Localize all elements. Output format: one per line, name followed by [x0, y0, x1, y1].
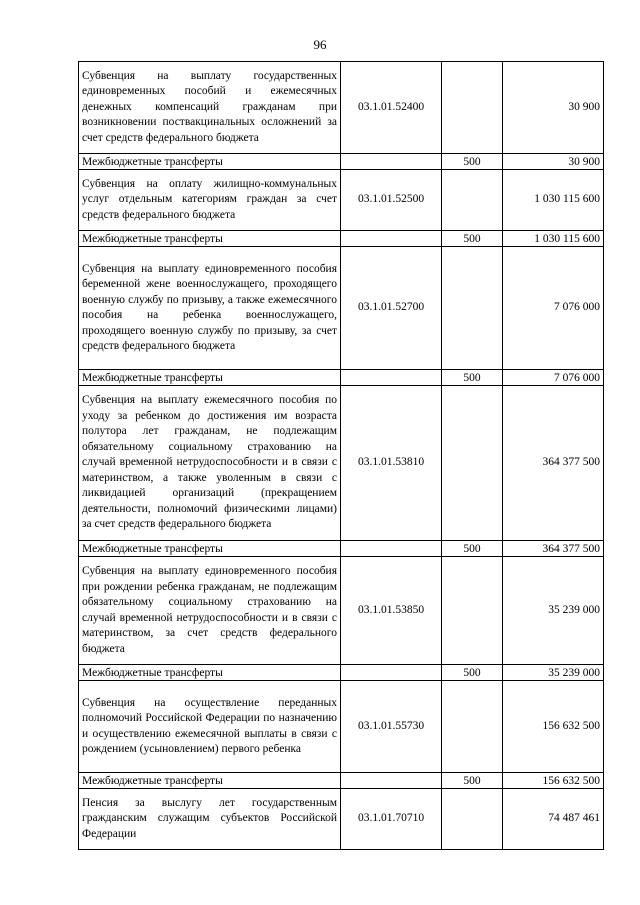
row-expense-type-cell	[442, 62, 503, 154]
row-amount-cell: 30 900	[503, 154, 604, 170]
budget-table-body	[79, 62, 604, 850]
transfer-row	[79, 231, 604, 247]
row-expense-type-cell	[442, 170, 503, 231]
row-name-cell: Субвенция на осуществление переданных полномочий Российской Федерации по назначению и осуществлению ежемесячной выплаты в связи с рождением (усыновлением) первого ребенка	[79, 681, 341, 773]
subvention-row	[79, 789, 604, 850]
row-expense-type-cell: 500	[442, 541, 503, 557]
row-expense-type-cell	[442, 386, 503, 541]
subvention-row	[79, 62, 604, 154]
transfer-row	[79, 541, 604, 557]
subvention-row	[79, 170, 604, 231]
row-code-cell	[341, 370, 442, 386]
row-name-cell: Межбюджетные трансферты	[79, 370, 341, 386]
row-name-cell: Межбюджетные трансферты	[79, 541, 341, 557]
subvention-row	[79, 557, 604, 665]
transfer-row	[79, 370, 604, 386]
row-expense-type-cell	[442, 789, 503, 850]
row-name-cell: Межбюджетные трансферты	[79, 231, 341, 247]
row-amount-cell: 1 030 115 600	[503, 170, 604, 231]
row-expense-type-cell: 500	[442, 154, 503, 170]
row-code-cell	[341, 665, 442, 681]
row-name-cell: Субвенция на выплату единовременного пособия беременной жене военнослужащего, проходящего военную службу по призыву, а также ежемесячного пособия на ребенка военнослужащего, проходящего военную службу по призыву, за счет средств федерального бюджета	[79, 247, 341, 370]
row-code-cell: 03.1.01.52700	[341, 247, 442, 370]
row-code-cell: 03.1.01.53810	[341, 386, 442, 541]
row-expense-type-cell: 500	[442, 370, 503, 386]
row-amount-cell: 364 377 500	[503, 386, 604, 541]
row-amount-cell: 364 377 500	[503, 541, 604, 557]
row-amount-cell: 35 239 000	[503, 557, 604, 665]
row-expense-type-cell	[442, 247, 503, 370]
transfer-row	[79, 665, 604, 681]
row-code-cell: 03.1.01.52500	[341, 170, 442, 231]
row-code-cell	[341, 773, 442, 789]
row-amount-cell: 1 030 115 600	[503, 231, 604, 247]
row-amount-cell: 35 239 000	[503, 665, 604, 681]
row-expense-type-cell: 500	[442, 231, 503, 247]
row-name-cell: Субвенция на выплату единовременного пособия при рождении ребенка гражданам, не подлежащим обязательному социальному страхованию на случай временной нетрудоспособности и в связи с материнством, за счет средств федерального бюджета	[79, 557, 341, 665]
subvention-row	[79, 386, 604, 541]
row-amount-cell: 156 632 500	[503, 681, 604, 773]
row-name-cell: Субвенция на оплату жилищно-коммунальных услуг отдельным категориям граждан за счет средств федерального бюджета	[79, 170, 341, 231]
row-amount-cell: 74 487 461	[503, 789, 604, 850]
row-name-cell: Пенсия за выслугу лет государственным гражданским служащим субъектов Российской Федерации	[79, 789, 341, 850]
row-code-cell: 03.1.01.52400	[341, 62, 442, 154]
row-name-cell: Межбюджетные трансферты	[79, 154, 341, 170]
row-code-cell	[341, 541, 442, 557]
row-amount-cell: 7 076 000	[503, 247, 604, 370]
row-name-cell: Межбюджетные трансферты	[79, 665, 341, 681]
row-expense-type-cell	[442, 557, 503, 665]
row-name-cell: Субвенция на выплату ежемесячного пособия по уходу за ребенком до достижения им возраста полутора лет гражданам, не подлежащим обязательному социальному страхованию на случай временной нетрудоспособности и в связи с материнством, а также уволенным в связи с ликвидацией организаций (прекращением деятельности, полномочий физическими лицами) за счет средств федерального бюджета	[79, 386, 341, 541]
row-code-cell: 03.1.01.53850	[341, 557, 442, 665]
row-expense-type-cell	[442, 681, 503, 773]
subvention-row	[79, 247, 604, 370]
page-number: 96	[313, 37, 327, 52]
row-code-cell: 03.1.01.55730	[341, 681, 442, 773]
row-amount-cell: 156 632 500	[503, 773, 604, 789]
row-expense-type-cell: 500	[442, 665, 503, 681]
row-code-cell: 03.1.01.70710	[341, 789, 442, 850]
row-amount-cell: 30 900	[503, 62, 604, 154]
subvention-row	[79, 681, 604, 773]
transfer-row	[79, 154, 604, 170]
row-name-cell: Межбюджетные трансферты	[79, 773, 341, 789]
transfer-row	[79, 773, 604, 789]
row-amount-cell: 7 076 000	[503, 370, 604, 386]
row-code-cell	[341, 154, 442, 170]
row-code-cell	[341, 231, 442, 247]
budget-table	[78, 61, 604, 850]
row-expense-type-cell: 500	[442, 773, 503, 789]
row-name-cell: Субвенция на выплату государственных единовременных пособий и ежемесячных денежных компенсаций гражданам при возникновении поствакцинальных осложнений за счет средств федерального бюджета	[79, 62, 341, 154]
